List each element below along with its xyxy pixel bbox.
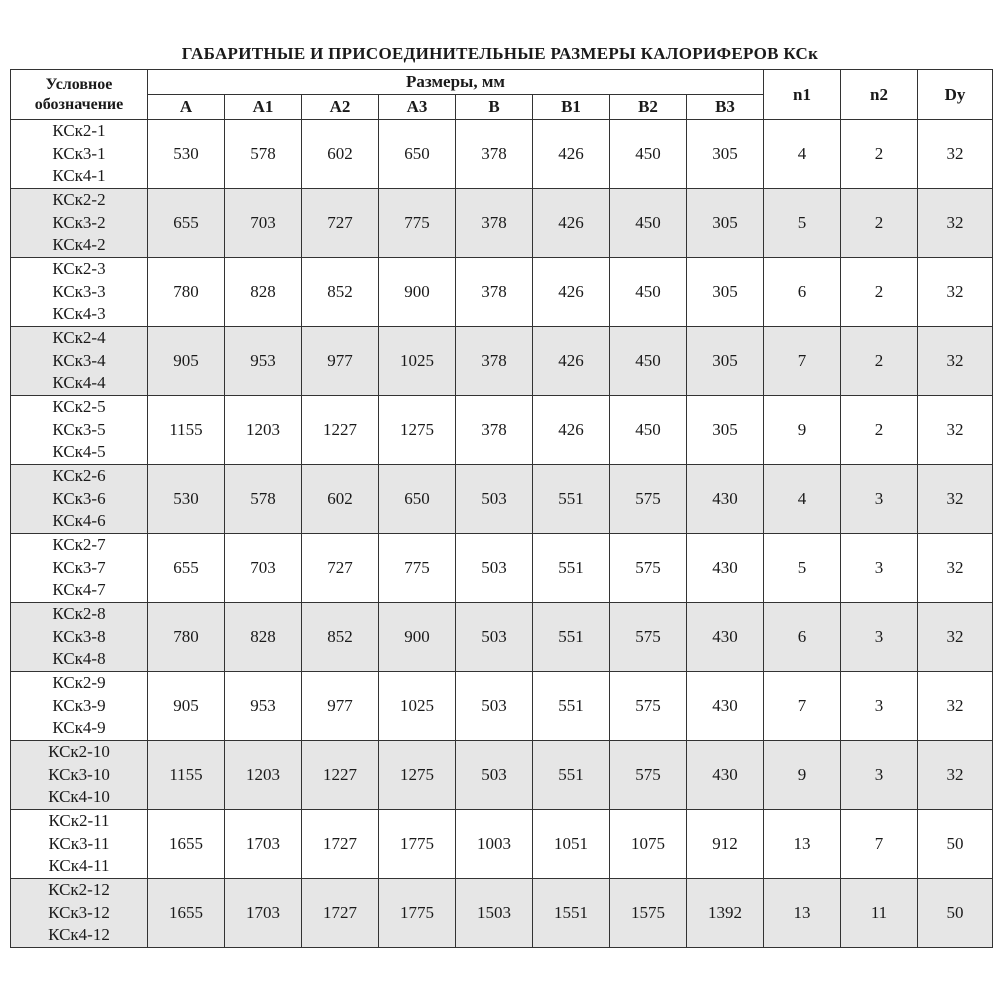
col-header-a2: A2 [302, 95, 379, 120]
designation-cell [11, 741, 148, 810]
designation-cell [11, 534, 148, 603]
value-cell: 780 [148, 603, 225, 672]
value-cell: 32 [918, 672, 993, 741]
value-cell: 575 [610, 603, 687, 672]
designation-name: КСк2-6 [52, 466, 106, 486]
value-cell: 503 [456, 672, 533, 741]
value-cell: 727 [302, 534, 379, 603]
designation-name: КСк3-11 [48, 833, 110, 853]
designation-name: КСк4-4 [52, 373, 106, 393]
designation-name: КСк3-1 [52, 143, 106, 163]
table-row [11, 189, 993, 258]
designation-name: КСк2-12 [48, 880, 110, 900]
designation-name: КСк4-8 [52, 649, 106, 669]
value-cell: 1727 [302, 879, 379, 948]
dimensions-table [10, 69, 993, 948]
designation-name: КСк2-11 [48, 811, 110, 831]
value-cell: 32 [918, 465, 993, 534]
value-cell: 1051 [533, 810, 610, 879]
value-cell: 551 [533, 603, 610, 672]
value-cell: 1275 [379, 396, 456, 465]
value-cell: 703 [225, 189, 302, 258]
value-cell: 450 [610, 327, 687, 396]
value-cell: 1775 [379, 879, 456, 948]
value-cell: 9 [764, 741, 841, 810]
value-cell: 1025 [379, 327, 456, 396]
designation-name: КСк3-6 [52, 488, 106, 508]
value-cell: 305 [687, 120, 764, 189]
designation-name: КСк3-7 [52, 557, 106, 577]
value-cell: 3 [841, 465, 918, 534]
value-cell: 852 [302, 603, 379, 672]
value-cell: 1203 [225, 741, 302, 810]
designation-name: КСк3-2 [52, 212, 106, 232]
value-cell: 50 [918, 879, 993, 948]
col-header-b3: B3 [687, 95, 764, 120]
designation-name: КСк2-8 [52, 604, 106, 624]
value-cell: 775 [379, 189, 456, 258]
value-cell: 430 [687, 672, 764, 741]
value-cell: 575 [610, 465, 687, 534]
value-cell: 1003 [456, 810, 533, 879]
designation-name: КСк4-10 [48, 787, 110, 807]
value-cell: 828 [225, 258, 302, 327]
value-cell: 305 [687, 258, 764, 327]
value-cell: 655 [148, 534, 225, 603]
value-cell: 426 [533, 327, 610, 396]
value-cell: 905 [148, 672, 225, 741]
value-cell: 11 [841, 879, 918, 948]
value-cell: 578 [225, 120, 302, 189]
value-cell: 1703 [225, 879, 302, 948]
designation-cell [11, 810, 148, 879]
value-cell: 450 [610, 258, 687, 327]
designation-name: КСк4-9 [52, 718, 106, 738]
value-cell: 905 [148, 327, 225, 396]
value-cell: 1392 [687, 879, 764, 948]
value-cell: 32 [918, 120, 993, 189]
designation-name: КСк4-11 [48, 856, 110, 876]
designation-cell [11, 603, 148, 672]
designation-name: КСк4-3 [52, 304, 106, 324]
value-cell: 378 [456, 396, 533, 465]
value-cell: 1155 [148, 741, 225, 810]
table-row [11, 120, 993, 189]
page-title: ГАБАРИТНЫЕ И ПРИСОЕДИНИТЕЛЬНЫЕ РАЗМЕРЫ КАЛОРИФЕРОВ КСк [181, 44, 819, 63]
value-cell: 426 [533, 258, 610, 327]
value-cell: 503 [456, 465, 533, 534]
value-cell: 3 [841, 534, 918, 603]
value-cell: 900 [379, 603, 456, 672]
value-cell: 7 [841, 810, 918, 879]
value-cell: 2 [841, 327, 918, 396]
value-cell: 900 [379, 258, 456, 327]
dy-header: Dy [918, 70, 993, 120]
value-cell: 650 [379, 120, 456, 189]
designation-name: КСк2-1 [52, 121, 106, 141]
designation-name: КСк2-5 [52, 397, 106, 417]
value-cell: 450 [610, 120, 687, 189]
value-cell: 655 [148, 189, 225, 258]
value-cell: 953 [225, 327, 302, 396]
col-header-a1: A1 [225, 95, 302, 120]
value-cell: 32 [918, 396, 993, 465]
value-cell: 5 [764, 534, 841, 603]
value-cell: 977 [302, 327, 379, 396]
value-cell: 430 [687, 534, 764, 603]
value-cell: 1203 [225, 396, 302, 465]
value-cell: 450 [610, 396, 687, 465]
value-cell: 430 [687, 603, 764, 672]
value-cell: 430 [687, 741, 764, 810]
value-cell: 503 [456, 534, 533, 603]
value-cell: 1227 [302, 396, 379, 465]
value-cell: 426 [533, 189, 610, 258]
n2-header: n2 [841, 70, 918, 120]
designation-name: КСк2-7 [52, 535, 106, 555]
value-cell: 450 [610, 189, 687, 258]
value-cell: 530 [148, 465, 225, 534]
value-cell: 828 [225, 603, 302, 672]
table-body [11, 120, 993, 948]
value-cell: 551 [533, 672, 610, 741]
table-row [11, 879, 993, 948]
value-cell: 32 [918, 258, 993, 327]
value-cell: 3 [841, 672, 918, 741]
designation-cell [11, 327, 148, 396]
designation-cell [11, 396, 148, 465]
designation-header [11, 70, 148, 120]
n1-header: n1 [764, 70, 841, 120]
value-cell: 4 [764, 120, 841, 189]
designation-name: КСк2-2 [52, 190, 106, 210]
value-cell: 5 [764, 189, 841, 258]
value-cell: 305 [687, 189, 764, 258]
value-cell: 602 [302, 120, 379, 189]
value-cell: 378 [456, 258, 533, 327]
value-cell: 1727 [302, 810, 379, 879]
designation-name: КСк2-4 [52, 328, 106, 348]
value-cell: 2 [841, 396, 918, 465]
value-cell: 1551 [533, 879, 610, 948]
designation-name: КСк3-3 [52, 281, 106, 301]
designation-name: КСк2-9 [52, 673, 106, 693]
value-cell: 305 [687, 327, 764, 396]
value-cell: 7 [764, 327, 841, 396]
table-row [11, 327, 993, 396]
value-cell: 1227 [302, 741, 379, 810]
value-cell: 2 [841, 189, 918, 258]
value-cell: 378 [456, 327, 533, 396]
value-cell: 378 [456, 189, 533, 258]
designation-cell [11, 879, 148, 948]
value-cell: 32 [918, 603, 993, 672]
designation-name: КСк4-1 [52, 166, 106, 186]
value-cell: 551 [533, 741, 610, 810]
value-cell: 551 [533, 534, 610, 603]
value-cell: 530 [148, 120, 225, 189]
table-row [11, 741, 993, 810]
designation-header-line1: Условное [45, 75, 113, 93]
designation-name: КСк3-5 [52, 419, 106, 439]
table-row [11, 672, 993, 741]
value-cell: 305 [687, 396, 764, 465]
value-cell: 1275 [379, 741, 456, 810]
table-row [11, 465, 993, 534]
designation-cell [11, 465, 148, 534]
value-cell: 6 [764, 603, 841, 672]
value-cell: 912 [687, 810, 764, 879]
value-cell: 32 [918, 741, 993, 810]
designation-name: КСк3-4 [52, 350, 106, 370]
value-cell: 13 [764, 879, 841, 948]
value-cell: 426 [533, 120, 610, 189]
col-header-b: B [456, 95, 533, 120]
col-header-b2: B2 [610, 95, 687, 120]
value-cell: 852 [302, 258, 379, 327]
designation-name: КСк4-2 [52, 235, 106, 255]
designation-name: КСк2-10 [48, 742, 110, 762]
value-cell: 1575 [610, 879, 687, 948]
value-cell: 551 [533, 465, 610, 534]
value-cell: 3 [841, 603, 918, 672]
designation-cell [11, 258, 148, 327]
value-cell: 378 [456, 120, 533, 189]
value-cell: 1655 [148, 879, 225, 948]
designation-header-line2: обозначение [34, 95, 124, 113]
value-cell: 1775 [379, 810, 456, 879]
value-cell: 13 [764, 810, 841, 879]
value-cell: 953 [225, 672, 302, 741]
designation-cell [11, 672, 148, 741]
value-cell: 503 [456, 741, 533, 810]
designation-name: КСк2-3 [52, 259, 106, 279]
designation-cell [11, 120, 148, 189]
designation-name: КСк4-5 [52, 442, 106, 462]
value-cell: 780 [148, 258, 225, 327]
value-cell: 575 [610, 672, 687, 741]
sizes-group-header: Размеры, мм [148, 70, 764, 95]
designation-name: КСк4-7 [52, 580, 106, 600]
value-cell: 426 [533, 396, 610, 465]
table-row [11, 603, 993, 672]
value-cell: 4 [764, 465, 841, 534]
designation-cell [11, 189, 148, 258]
value-cell: 727 [302, 189, 379, 258]
value-cell: 32 [918, 534, 993, 603]
designation-name: КСк3-12 [48, 902, 110, 922]
table-row [11, 396, 993, 465]
designation-name: КСк3-10 [48, 764, 110, 784]
value-cell: 775 [379, 534, 456, 603]
designation-name: КСк3-9 [52, 695, 106, 715]
value-cell: 50 [918, 810, 993, 879]
value-cell: 503 [456, 603, 533, 672]
value-cell: 32 [918, 327, 993, 396]
designation-name: КСк3-8 [52, 626, 106, 646]
value-cell: 7 [764, 672, 841, 741]
value-cell: 1025 [379, 672, 456, 741]
value-cell: 430 [687, 465, 764, 534]
value-cell: 3 [841, 741, 918, 810]
value-cell: 1655 [148, 810, 225, 879]
value-cell: 578 [225, 465, 302, 534]
value-cell: 650 [379, 465, 456, 534]
value-cell: 2 [841, 258, 918, 327]
table-row [11, 810, 993, 879]
value-cell: 602 [302, 465, 379, 534]
value-cell: 32 [918, 189, 993, 258]
col-header-a: A [148, 95, 225, 120]
value-cell: 575 [610, 534, 687, 603]
value-cell: 1503 [456, 879, 533, 948]
value-cell: 6 [764, 258, 841, 327]
value-cell: 2 [841, 120, 918, 189]
value-cell: 575 [610, 741, 687, 810]
col-header-b1: B1 [533, 95, 610, 120]
value-cell: 703 [225, 534, 302, 603]
designation-name: КСк4-6 [52, 511, 106, 531]
value-cell: 1155 [148, 396, 225, 465]
value-cell: 977 [302, 672, 379, 741]
designation-name: КСк4-12 [48, 925, 110, 945]
table-row [11, 258, 993, 327]
value-cell: 9 [764, 396, 841, 465]
value-cell: 1075 [610, 810, 687, 879]
value-cell: 1703 [225, 810, 302, 879]
col-header-a3: A3 [379, 95, 456, 120]
table-row [11, 534, 993, 603]
